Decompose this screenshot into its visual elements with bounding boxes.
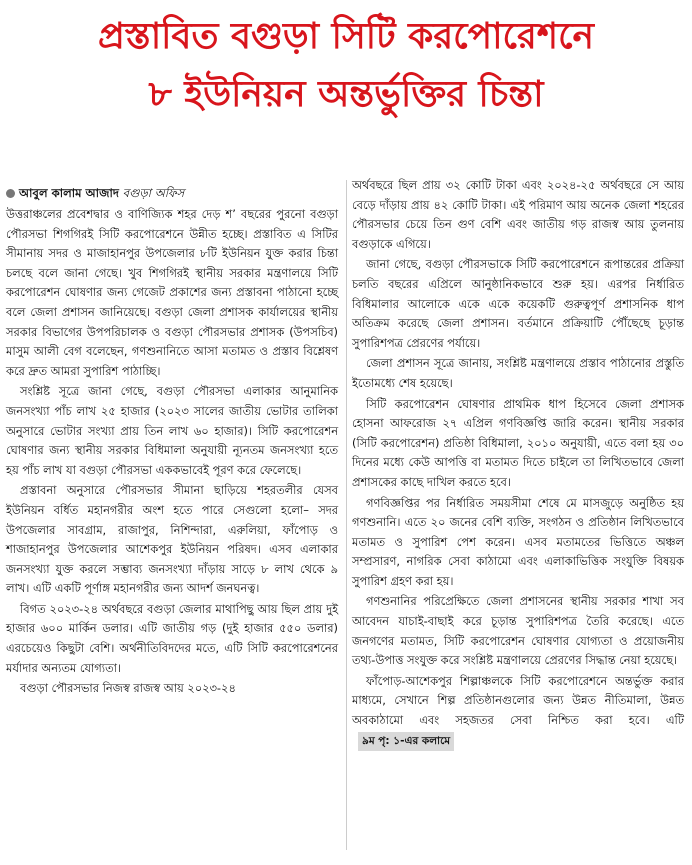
paragraph: বগুড়া পৌরসভার নিজস্ব রাজস্ব আয় ২০২৩-২৪	[20, 681, 236, 696]
paragraph: সংশ্লিষ্ট সূত্রে জানা গেছে, বগুড়া পৌরসভা এলাকার আনুমানিক জনসংখ্যা পাঁচ লাখ ২৫ হাজার (২০২৩ সালের জাতীয় ভোটার তালিকা অনুসারে ভোটার সংখ্যা প্রায় তিন লাখ ৬০ হাজার)। সিটি করপোরেশন ঘোষণার জন্য স্থানীয় সরকার বিধিমালা অনুযায়ী ন্যূনতম জনসংখ্যা হতে হয় পাঁচ লাখ যা বগুড়া পৌরসভা এককভাবেই পূরণ করে ফেলেছে।	[6, 384, 338, 477]
column-divider	[346, 180, 347, 850]
paragraph: জেলা প্রশাসন সূত্রে জানায়, সংশ্লিষ্ট মন্ত্রণালয়ে প্রস্তাব পাঠানোর প্রস্তুতি ইতোমধ্যে শেষ হয়েছে।	[352, 356, 684, 390]
paragraph: গণবিজ্ঞপ্তির পর নির্ধারিত সময়সীমা শেষে মে মাসজুড়ে অনুষ্ঠিত হয় গণশুনানি। এতে ২০ জনের বেশি ব্যক্তি, সংগঠন ও প্রতিষ্ঠান লিখিতভাবে মতামত ও সুপারিশ পেশ করেন। এসব মতামতের ভিত্তিতে অঞ্চল সম্প্রসারণ, নাগরিক সেবা কাঠামো এবং এলাকাভিত্তিক সংযুক্তি বিষয়ক সুপারিশ গ্রহণ করা হয়।	[352, 495, 684, 588]
bullet-icon	[6, 189, 15, 198]
paragraph: জানা গেছে, বগুড়া পৌরসভাকে সিটি করপোরেশনে রূপান্তরের প্রক্রিয়া চলতি বছরের এপ্রিলে আনুষ্ঠানিকভাবে শুরু হয়। এরপর নির্ধারিত বিধিমালার আলোকে একে একে কয়েকটি গুরুত্বপূর্ণ প্রশাসনিক ধাপ অতিক্রম করেছে জেলা প্রশাসন। বর্তমানে প্রক্রিয়াটি পৌঁছেছে চূড়ান্ত সুপারিশপত্র প্রেরণের পর্যায়ে।	[352, 257, 684, 350]
paragraph	[352, 672, 684, 751]
office-name: বগুড়া অফিস	[122, 186, 185, 200]
byline	[6, 183, 338, 203]
continuation-label: ৯ম পৃ: ১-এর কলামে	[358, 732, 454, 752]
headline-line-2: ৮ ইউনিয়ন অন্তর্ভুক্তির চিন্তা	[148, 74, 544, 115]
author-name: আবুল কালাম আজাদ	[19, 186, 119, 200]
right-column	[352, 176, 684, 752]
headline	[0, 8, 692, 124]
headline-line-1: প্রস্তাবিত বগুড়া সিটি করপোরেশনে	[97, 16, 595, 57]
paragraph: প্রস্তাবনা অনুসারে পৌরসভার সীমানা ছাড়িয়ে শহরতলীর যেসব ইউনিয়ন বর্ধিত মহানগরীর অংশ হতে পারে সেগুলো হলো– সদর উপজেলার সাবগ্রাম, রাজাপুর, নিশিন্দারা, এরুলিয়া, ফাঁপোড় ও শাজাহানপুর উপজেলার আশেকপুর ইউনিয়ন পরিষদ। এসব এলাকার জনসংখ্যা যুক্ত করলে সম্ভাব্য জনসংখ্যা দাঁড়ায় সাড়ে ৮ লাখ থেকে ৯ লাখ। এটি একটি পূর্ণাঙ্গ মহানগরীর জন্য আদর্শ জনঘনত্ব।	[6, 483, 338, 596]
paragraph-text: ফাঁপোড়-আশেকপুর শিল্পাঞ্চলকে সিটি করপোরেশনে অন্তর্ভুক্ত করার মাধ্যমে, সেখানে শিল্প প্রতিষ্ঠানগুলোর জন্য উন্নত নীতিমালা, উন্নত অবকাঠামো এবং সহজতর সেবা নিশ্চিত করা হবে। এটি	[352, 673, 684, 728]
paragraph: গণশুনানির পরিপ্রেক্ষিতে জেলা প্রশাসনের স্থানীয় সরকার শাখা সব আবেদন যাচাই-বাছাই করে চূড়ান্ত সুপারিশপত্র তৈরি করেছে। এতে জনগণের মতামত, সিটি করপোরেশন ঘোষণার যোগ্যতা ও প্রয়োজনীয় তথ্য-উপাত্ত সংযুক্ত করে সংশ্লিষ্ট মন্ত্রণালয়ে প্রেরণের সিদ্ধান্ত নেয়া হয়েছে।	[352, 594, 684, 668]
left-column	[6, 183, 338, 700]
paragraph: অর্থবছরে ছিল প্রায় ৩২ কোটি টাকা এবং ২০২৪-২৫ অর্থবছরে সে আয় বেড়ে দাঁড়ায় প্রায় ৪২ কোটি টাকা। এই পরিমাণ আয় অনেক জেলা শহরের পৌরসভার চেয়ে তিন গুণ বেশি এবং জাতীয় গড় রাজস্ব আয় তুলনায় বগুড়াকে এগিয়ে।	[352, 178, 684, 251]
paragraph: উত্তরাঞ্চলের প্রবেশদ্বার ও বাণিজ্যিক শহর দেড় শ’ বছরের পুরনো বগুড়া পৌরসভা শিগগিরই সিটি করপোরেশনে উন্নীত হচ্ছে। প্রস্তাবিত এ সিটির সীমানায় সদর ও মাজাহানপুর উপজেলার ৮টি ইউনিয়ন যুক্ত করার চিন্তা চলছে বলে জানা গেছে। খুব শিগগিরই স্থানীয় সরকার মন্ত্রণালয়ে সিটি করপোরেশন ঘোষণার জন্য গেজেট প্রকাশের জন্য প্রস্তাবনা পাঠানো হচ্ছে বলে জেলা প্রশাসন জানিয়েছে। বগুড়া জেলা প্রশাসক কার্যালয়ের স্থানীয় সরকার বিভাগের উপপরিচালক ও বগুড়া পৌরসভার প্রশাসক (উপসচিব) মাসুম আলী বেগ বলেছেন, গণশুনানিতে আসা মতামত ও প্রস্তাব বিশ্লেষণ করে দ্রুত আমরা সুপারিশ পাঠাচ্ছি।	[6, 207, 338, 378]
paragraph: সিটি করপোরেশন ঘোষণার প্রাথমিক ধাপ হিসেবে জেলা প্রশাসক হোসনা আফরোজ ২৭ এপ্রিল গণবিজ্ঞপ্তি জারি করেন। স্থানীয় সরকার (সিটি করপোরেশন) প্রতিষ্ঠা বিধিমালা, ২০১০ অনুযায়ী, এতে বলা হয় ৩০ দিনের মধ্যে কেউ আপত্তি বা মতামত দিতে চাইলে তা লিখিতভাবে জেলা প্রশাসকের কাছে দাখিল করতে হবে।	[352, 396, 684, 489]
paragraph: বিগত ২০২৩-২৪ অর্থবছরে বগুড়া জেলার মাথাপিছু আয় ছিল প্রায় দুই হাজার ৬০০ মার্কিন ডলার। এটি জাতীয় গড় (দুই হাজার ৫৫০ ডলার) এরচেয়েও কিছুটা বেশি। অর্থনীতিবিদদের মতে, এটি সিটি করপোরেশনের মর্যাদার অন্যতম যোগ্যতা।	[6, 601, 338, 675]
